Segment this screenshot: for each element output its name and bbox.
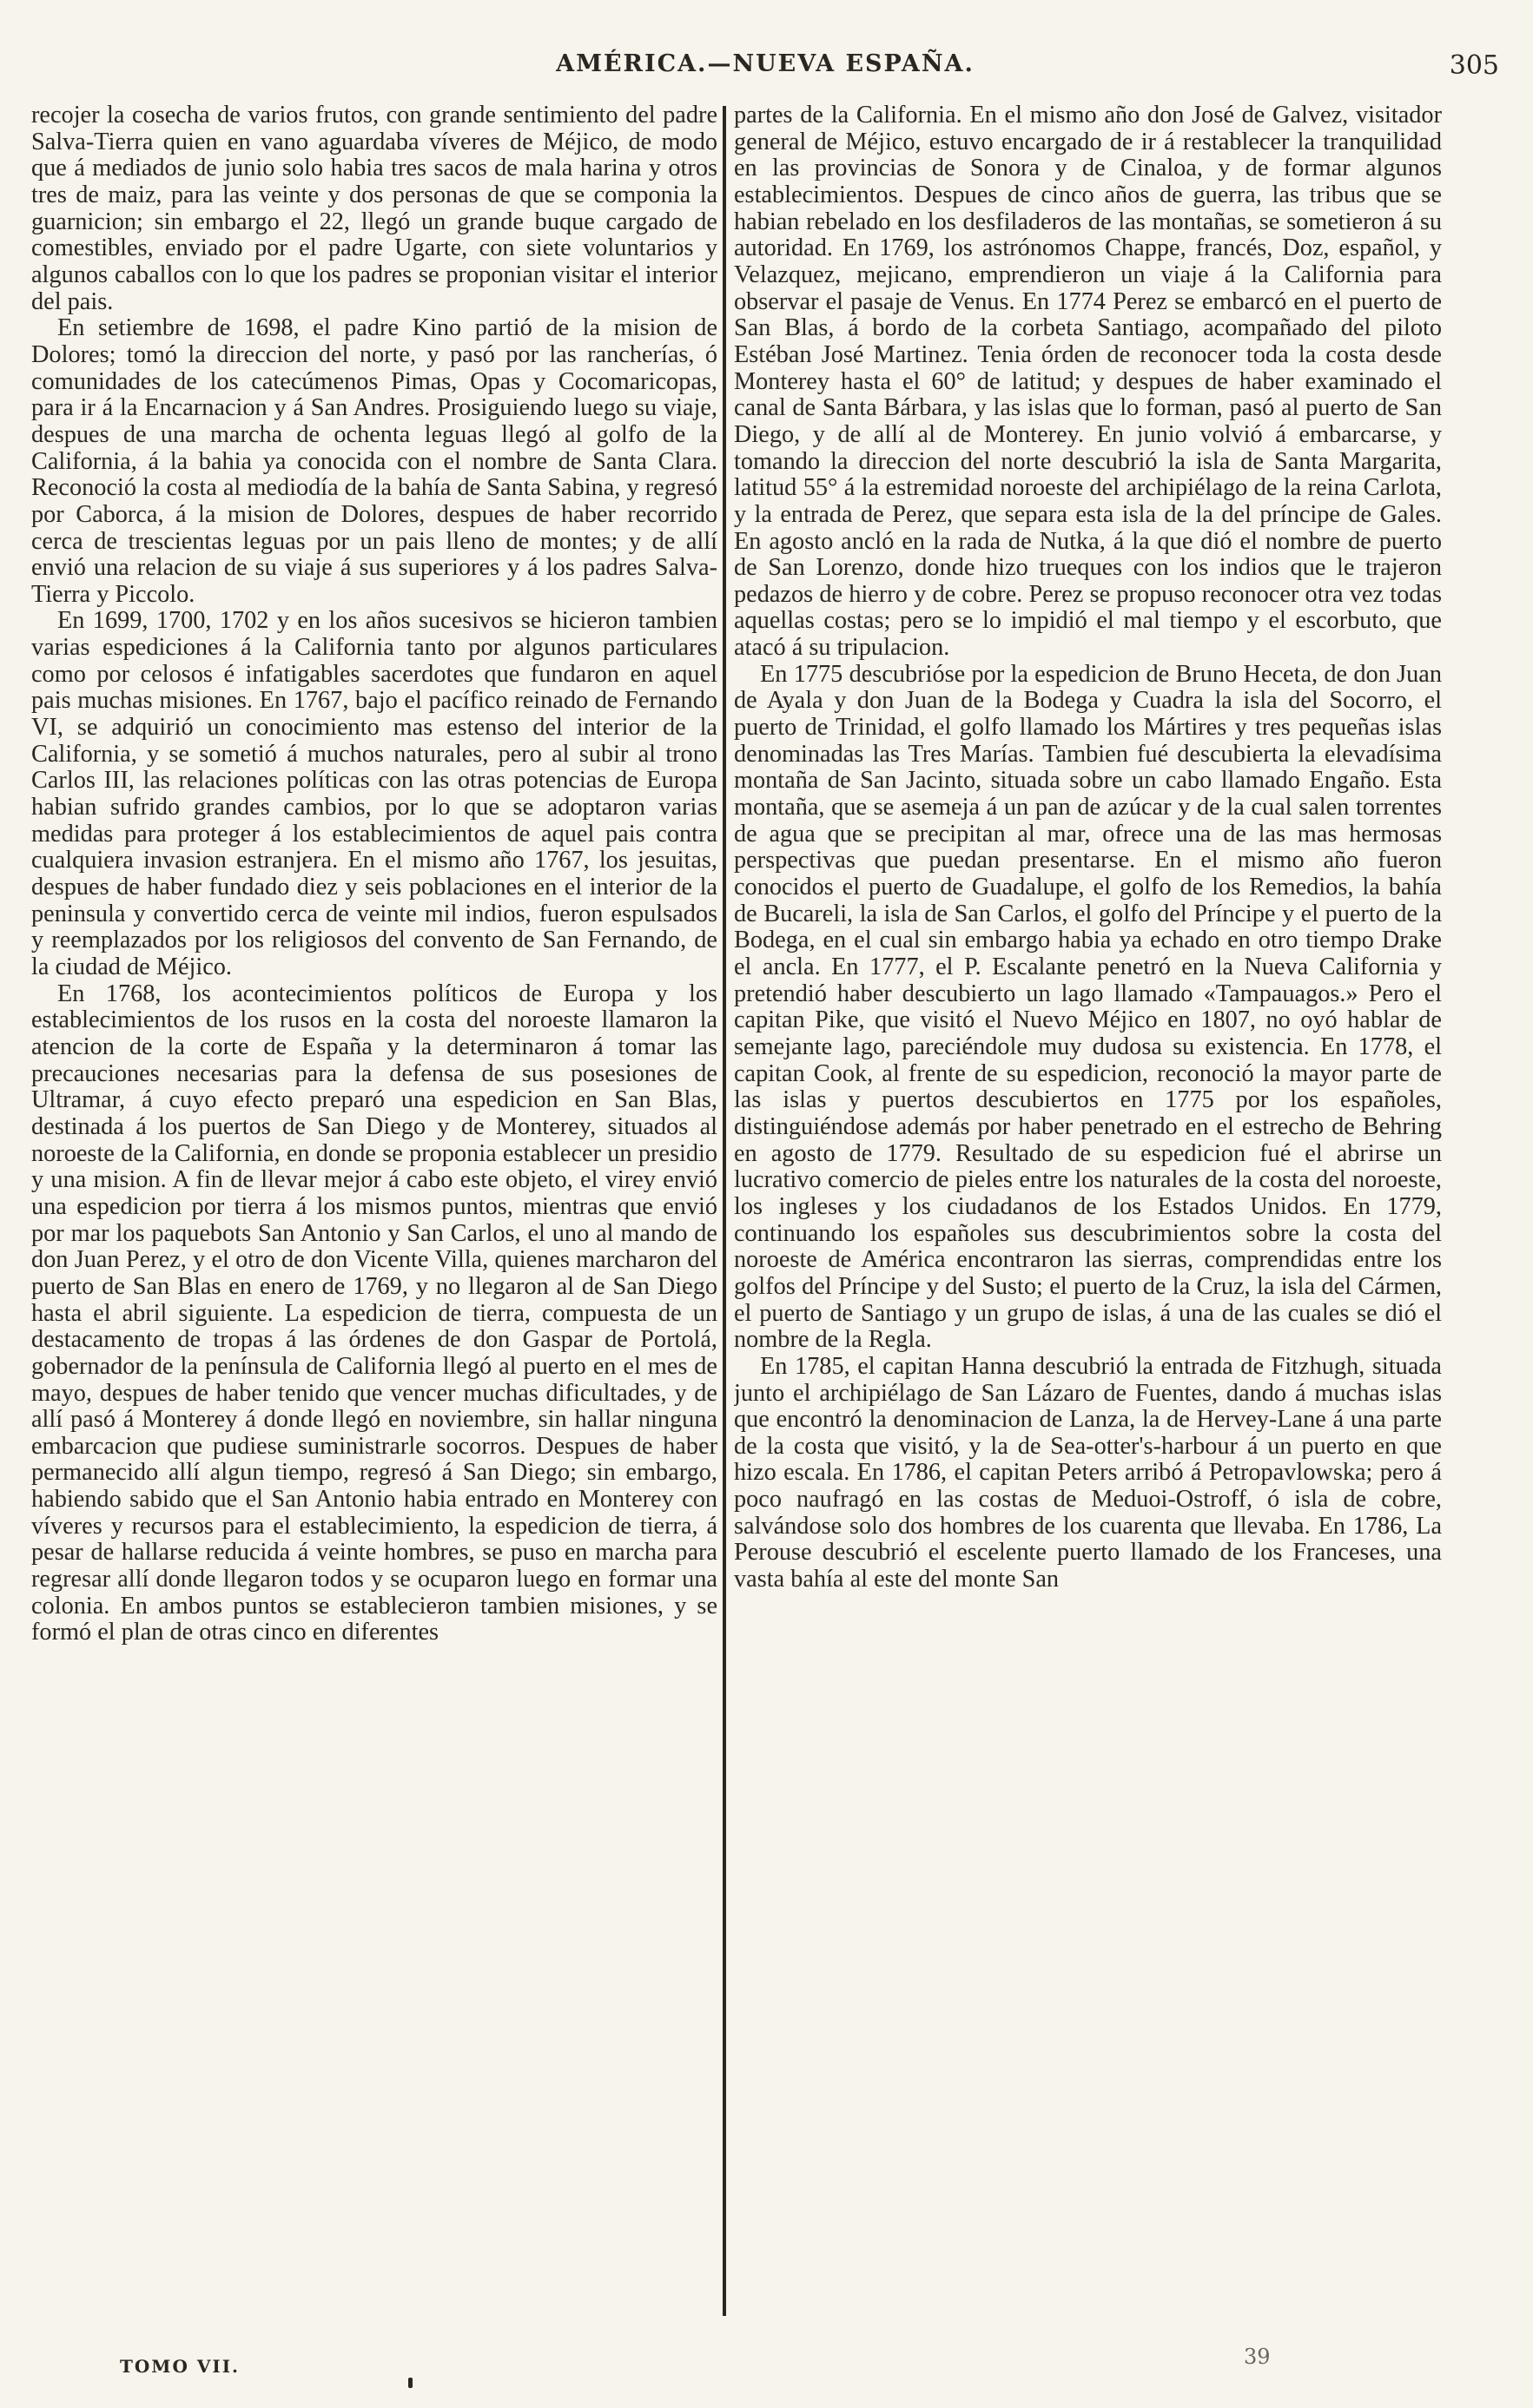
sheet-number: 39 [1244,2345,1271,2369]
paragraph: En setiembre de 1698, el padre Kino partió de la mision de Dolores; tomó la direccion del norte, y pasó por las rancherías, ó comunidades de los catecúmenos Pimas, Opas y Cocomaricopas, para ir á la Encarnacion y á San Andres. Prosiguiendo luego su viaje, despues de una marcha de ochenta leguas llegó al golfo de la California, á la bahia ya conocida con el nombre de Santa Clara. Reconoció la costa al mediodía de la bahía de Santa Sabina, y regresó por Caborca, á la mision de Dolores, despues de haber recorrido cerca de trescientas leguas por un pais lleno de montes; y de allí envió una relacion de su viaje á sus superiores y á los padres Salva-Tierra y Piccolo. [31,314,717,608]
running-title: AMÉRICA.—NUEVA ESPAÑA. [556,50,975,77]
right-column [734,102,1442,2343]
paragraph: partes de la California. En el mismo año don José de Galvez, visitador general de Méjico, estuvo encargado de ir á restablecer la tranquilidad en las provincias de Sonora y de Cinaloa, y de formar algunos establecimientos. Despues de cinco años de guerra, las tribus que se habian rebelado en los desfiladeros de las montañas, se sometieron á su autoridad. En 1769, los astrónomos Chappe, francés, Doz, español, y Velazquez, mejicano, emprendieron un viaje á la California para observar el pasaje de Venus. En 1774 Perez se embarcó en el puerto de San Blas, á bordo de la corbeta Santiago, acompañado del piloto Estéban José Martinez. Tenia órden de reconocer toda la costa desde Monterey hasta el 60° de latitud; y despues de haber examinado el canal de Santa Bárbara, y las islas que lo forman, pasó al puerto de San Diego, y de allí al de Monterey. En junio volvió á embarcarse, y tomando la direccion del norte descubrió la isla de Santa Margarita, latitud 55° á la estremidad noroeste del archipiélago de la reina Carlota, y la entrada de Perez, que separa esta isla de la del príncipe de Gales. En agosto ancló en la rada de Nutka, á la que dió el nombre de puerto de San Lorenzo, donde hizo trueques con los indios que le trajeron pedazos de hierro y de cobre. Perez se propuso reconocer otra vez todas aquellas costas; pero se lo impidió el mal tiempo y el escorbuto, que atacó á su tripulacion. [734,102,1442,662]
paragraph: recojer la cosecha de varios frutos, con grande sentimiento del padre Salva-Tierra quien en vano aguardaba víveres de Méjico, de modo que á mediados de junio solo habia tres sacos de mala harina y otros tres de maiz, para las veinte y dos personas de que se componia la guarnicion; sin embargo el 22, llegó un grande buque cargado de comestibles, enviado por el padre Ugarte, con siete voluntarios y algunos caballos con lo que los padres se proponian visitar el interior del pais. [31,102,717,315]
volume-signature: TOMO VII. [120,2356,241,2377]
paragraph: En 1775 descubrióse por la espedicion de Bruno Heceta, de don Juan de Ayala y don Juan de la Bodega y Cuadra la isla del Socorro, el puerto de Trinidad, el golfo llamado los Mártires y tres pequeñas islas denominadas las Tres Marías. Tambien fué descubierta la elevadísima montaña de San Jacinto, situada sobre un cabo llamado Engaño. Esta montaña, que se asemeja á un pan de azúcar y de la cual salen torrentes de agua que se precipitan al mar, ofrece una de las mas hermosas perspectivas que puedan presentarse. En el mismo año fueron conocidos el puerto de Guadalupe, el golfo de los Remedios, la bahía de Bucareli, la isla de San Carlos, el golfo del Príncipe y el puerto de la Bodega, en el cual sin embargo habia ya echado en otro tiempo Drake el ancla. En 1777, el P. Escalante penetró en la Nueva California y pretendió haber descubierto un lago llamado «Tampauagos.» Pero el capitan Pike, que visitó el Nuevo Méjico en 1807, no oyó hablar de semejante lago, pareciéndole muy dudosa su existencia. En 1778, el capitan Cook, al frente de su espedicion, reconoció la mayor parte de las islas y puertos descubiertos en 1775 por los españoles, distinguiéndose además por haber penetrado en el estrecho de Behring en agosto de 1779. Resultado de su espedicion fué el abrirse un lucrativo comercio de pieles entre los naturales de la costa del noroeste, los ingleses y los ciudadanos de los Estados Unidos. En 1779, continuando los españoles sus descubrimientos sobre la costa del noroeste de América encontraron las sierras, comprendidas entre los golfos del Príncipe y del Susto; el puerto de la Cruz, la isla del Cármen, el puerto de Santiago y un grupo de islas, á una de las cuales se dió el nombre de la Regla. [734,660,1442,1354]
paragraph: En 1699, 1700, 1702 y en los años sucesivos se hicieron tambien varias espediciones á la California tanto por algunos particulares como por celosos é infatigables sacerdotes que fundaron en aquel pais muchas misiones. En 1767, bajo el pacífico reinado de Fernando VI, se adquirió un conocimiento mas estenso del interior de la California, y se sometió á muchos naturales, pero al subir al trono Carlos III, las relaciones políticas con las otras potencias de Europa habian sufrido grandes cambios, por lo que se adoptaron varias medidas para proteger á los establecimientos de aquel pais contra cualquiera invasion estranjera. En el mismo año 1767, los jesuitas, despues de haber fundado diez y seis poblaciones en el interior de la peninsula y convertido cerca de veinte mil indios, fueron espulsados y reemplazados por los religiosos del convento de San Fernando, de la ciudad de Méjico. [31,607,717,980]
page-header [31,50,1499,96]
left-column [31,102,717,2343]
paragraph: En 1768, los acontecimientos políticos de Europa y los establecimientos de los rusos en la costa del noroeste llamaron la atencion de la corte de España y la determinaron á tomar las precauciones necesarias para la defensa de sus posesiones de Ultramar, á cuyo efecto preparó una espedicion en San Blas, destinada á los puertos de San Diego y de Monterey, situados al noroeste de la California, en donde se proponia establecer un presidio y una mision. A fin de llevar mejor á cabo este objeto, el virey envió una espedicion por tierra á los mismos puntos, mientras que envió por mar los paquebots San Antonio y San Carlos, el uno al mando de don Juan Perez, y el otro de don Vicente Villa, quienes marcharon del puerto de San Blas en enero de 1769, y no llegaron al de San Diego hasta el abril siguiente. La espedicion de tierra, compuesta de un destacamento de tropas á las órdenes de don Gaspar de Portolá, gobernador de la península de California llegó al puerto en el mes de mayo, despues de haber tenido que vencer muchas dificultades, y de allí pasó á Monterey á donde llegó en noviembre, sin hallar ninguna embarcacion que pudiese suministrarle socorros. Despues de haber permanecido allí algun tiempo, regresó á San Diego; sin embargo, habiendo sabido que el San Antonio habia entrado en Monterey con víveres y recursos para el establecimiento, la espedicion de tierra, á pesar de hallarse reducida á veinte hombres, se puso en marcha para regresar allí donde llegaron todos y se ocuparon luego en formar una colonia. En ambos puntos se establecieron tambien misiones, y se formó el plan de otras cinco en diferentes [31,980,717,1646]
printer-mark [408,2378,413,2388]
column-divider [723,106,726,2316]
page-number: 305 [1449,50,1499,81]
paragraph: En 1785, el capitan Hanna descubrió la entrada de Fitzhugh, situada junto el archipiélago de San Lázaro de Fuentes, dando á muchas islas que encontró la denominacion de Lanza, la de Hervey-Lane á una parte de la costa que visitó, y la de Sea-otter's-harbour á un puerto en que hizo escala. En 1786, el capitan Peters arribó á Petropavlowska; pero á poco naufragó en las costas de Meduoi-Ostroff, ó isla de cobre, salvándose solo dos hombres de los cuarenta que llevaba. En 1786, La Perouse descubrió el escelente puerto llamado de los Franceses, una vasta bahía al este del monte San [734,1352,1442,1593]
